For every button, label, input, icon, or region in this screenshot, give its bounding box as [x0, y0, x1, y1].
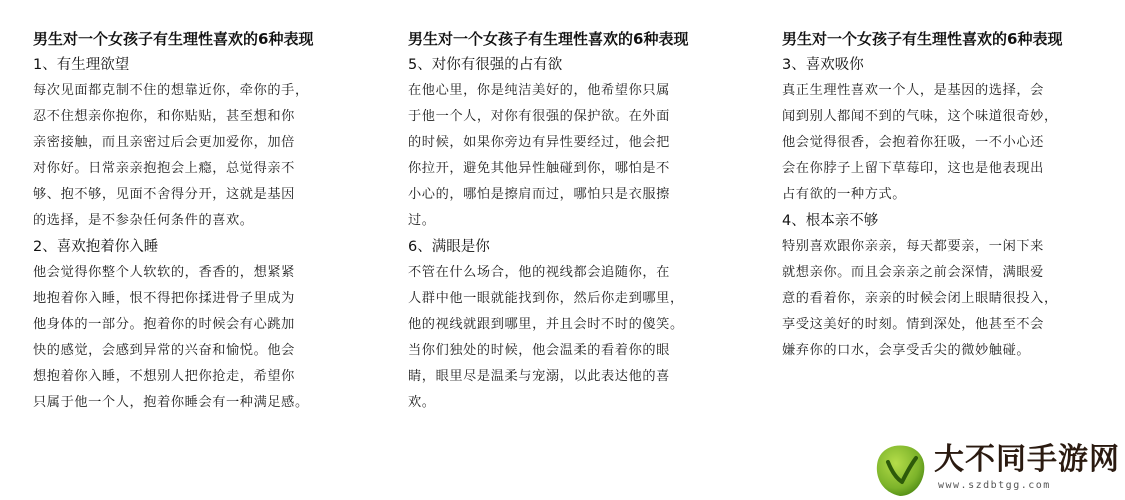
site-watermark-logo [872, 442, 1122, 500]
body-line: 欢。 [408, 395, 436, 410]
green-leaf-icon [872, 442, 928, 498]
section-heading: 5、对你有很强的占有欲 [408, 57, 563, 73]
body-line: 过。 [408, 213, 436, 228]
column-title: 男生对一个女孩子有生理性喜欢的6种表现 [782, 30, 1063, 48]
body-line: 的时候，如果你旁边有异性要经过，他会把 [408, 135, 670, 150]
body-line: 的选择，是不参杂任何条件的喜欢。 [33, 213, 254, 228]
logo-text: 大不同手游网 [934, 442, 1120, 477]
section-heading: 3、喜欢吸你 [782, 57, 864, 73]
section-heading: 4、根本亲不够 [782, 213, 879, 229]
body-line: 在他心里，你是纯洁美好的，他希望你只属 [408, 83, 670, 98]
body-line: 特别喜欢跟你亲亲，每天都要亲，一闲下来 [782, 239, 1044, 254]
body-line: 会在你脖子上留下草莓印，这也是他表现出 [782, 161, 1044, 176]
body-line: 每次见面都克制不住的想靠近你，牵你的手， [33, 83, 309, 98]
body-line: 对你好。日常亲亲抱抱会上瘾，总觉得亲不 [33, 161, 295, 176]
body-line: 就想亲你。而且会亲亲之前会深情，满眼爱 [782, 265, 1044, 280]
body-line: 他会觉得很香，会抱着你狂吸，一不小心还 [782, 135, 1044, 150]
body-line: 只属于他一个人，抱着你睡会有一种满足感。 [33, 395, 309, 410]
body-line: 快的感觉，会感到异常的兴奋和愉悦。他会 [33, 343, 295, 358]
body-line: 你拉开，避免其他异性触碰到你，哪怕是不 [408, 161, 670, 176]
section-heading: 1、有生理欲望 [33, 57, 130, 73]
column-2 [408, 26, 743, 416]
body-line: 亲密接触，而且亲密过后会更加爱你，加倍 [33, 135, 295, 150]
body-line: 真正生理性喜欢一个人，是基因的选择，会 [782, 83, 1044, 98]
body-line: 当你们独处的时候，他会温柔的看着你的眼 [408, 343, 670, 358]
body-line: 意的看着你，亲亲的时候会闭上眼睛很投入， [782, 291, 1058, 306]
logo-url: www.szdbtgg.com [938, 480, 1051, 491]
body-line: 占有欲的一种方式。 [782, 187, 907, 202]
column-1 [33, 26, 363, 416]
body-line: 地抱着你入睡，恨不得把你揉进骨子里成为 [33, 291, 295, 306]
body-line: 不管在什么场合，他的视线都会追随你，在 [408, 265, 670, 280]
body-line: 他会觉得你整个人软软的，香香的，想紧紧 [33, 265, 295, 280]
body-line: 睛，眼里尽是温柔与宠溺，以此表达他的喜 [408, 369, 670, 384]
section-heading: 2、喜欢抱着你入睡 [33, 239, 159, 255]
section-heading: 6、满眼是你 [408, 239, 490, 255]
body-line: 够、抱不够，见面不舍得分开，这就是基因 [33, 187, 295, 202]
body-line: 人群中他一眼就能找到你，然后你走到哪里， [408, 291, 684, 306]
body-line: 享受这美好的时刻。情到深处，他甚至不会 [782, 317, 1044, 332]
column-title: 男生对一个女孩子有生理性喜欢的6种表现 [33, 30, 314, 48]
body-line: 想抱着你入睡，不想别人把你抢走，希望你 [33, 369, 295, 384]
column-title: 男生对一个女孩子有生理性喜欢的6种表现 [408, 30, 689, 48]
body-line: 他的视线就跟到哪里，并且会时不时的傻笑。 [408, 317, 684, 332]
body-line: 他身体的一部分。抱着你的时候会有心跳加 [33, 317, 295, 332]
column-3 [782, 26, 1107, 364]
body-line: 闻到别人都闻不到的气味，这个味道很奇妙， [782, 109, 1058, 124]
body-line: 于他一个人，对你有很强的保护欲。在外面 [408, 109, 670, 124]
body-line: 忍不住想亲你抱你，和你贴贴，甚至想和你 [33, 109, 295, 124]
body-line: 小心的，哪怕是擦肩而过，哪怕只是衣服擦 [408, 187, 670, 202]
body-line: 嫌弃你的口水，会享受舌尖的微妙触碰。 [782, 343, 1031, 358]
